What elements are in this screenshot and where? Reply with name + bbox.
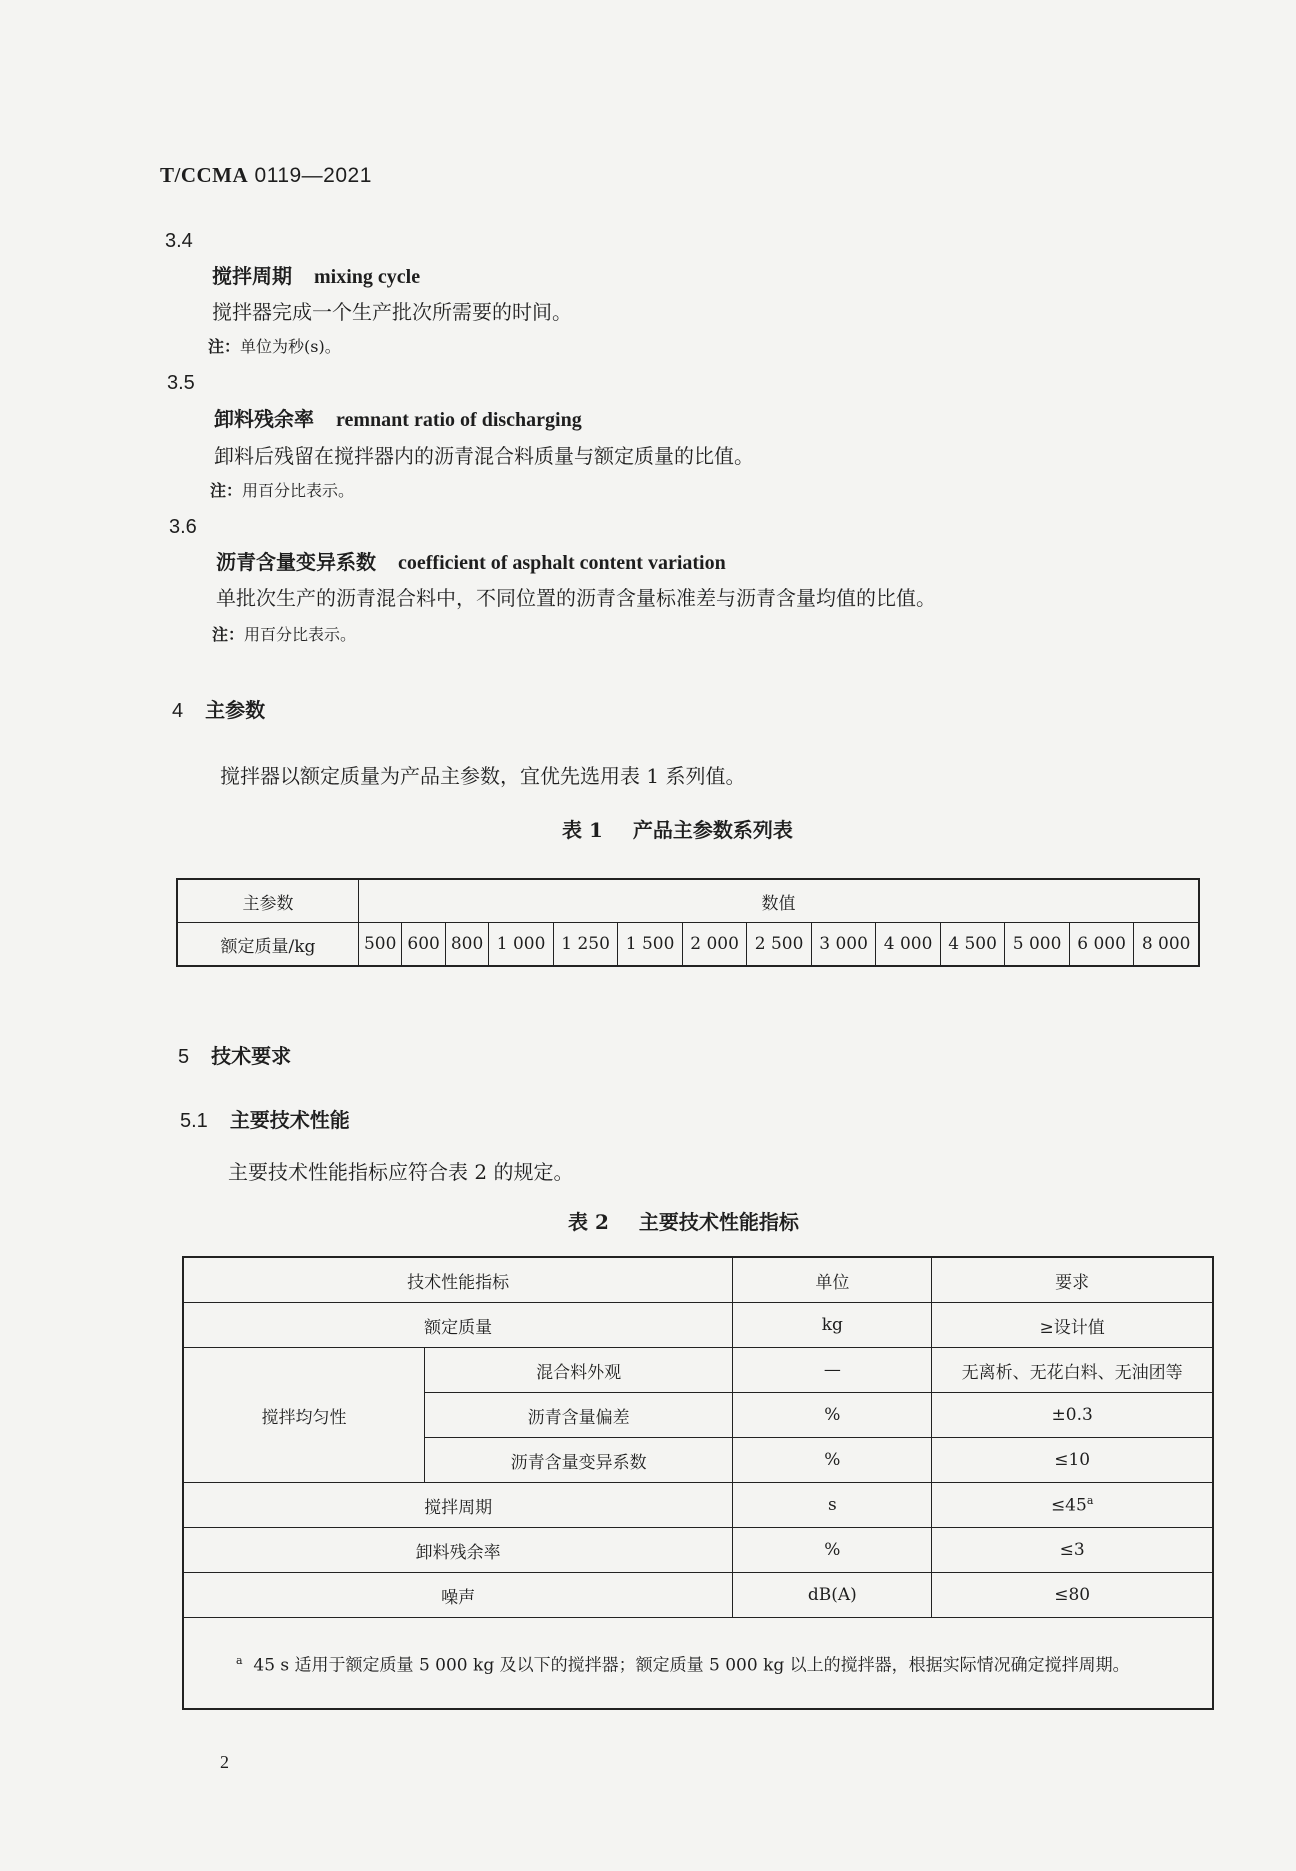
- table-cell: 8 000: [1134, 923, 1199, 967]
- section-title: 技术要求: [211, 1044, 292, 1068]
- unit-cell: %: [733, 1393, 932, 1438]
- term-number: 3.4: [165, 230, 193, 252]
- table-cell: 4 000: [876, 923, 941, 967]
- requirement-cell: 无离析、无花白料、无油团等: [932, 1348, 1213, 1393]
- table-cell: 3 000: [811, 923, 876, 967]
- unit-cell: %: [733, 1438, 932, 1483]
- page-number: 2: [220, 1752, 229, 1772]
- term-number: 3.5: [167, 372, 195, 394]
- subsection-number: 5.1: [180, 1110, 208, 1132]
- table-cell: 600: [402, 923, 445, 967]
- table-footnote: [183, 1618, 1213, 1710]
- parameter-table: [176, 878, 1200, 967]
- table-cell: 800: [445, 923, 488, 967]
- table-cell: 1 250: [553, 923, 618, 967]
- requirement-cell: ≥设计值: [932, 1303, 1213, 1348]
- row-label: 额定质量/kg: [177, 923, 359, 967]
- note-label: 注：: [208, 337, 241, 356]
- section-number: 4: [172, 700, 184, 722]
- term-zh: 卸料残余率: [214, 407, 314, 431]
- table-caption: [562, 814, 793, 843]
- table-row: [183, 1483, 1213, 1528]
- row-label: 沥青含量变异系数: [425, 1438, 733, 1483]
- term-en: mixing cycle: [314, 266, 421, 288]
- term-number: 3.6: [169, 516, 197, 538]
- term-title: [214, 403, 582, 432]
- table-caption-title: 产品主参数系列表: [632, 818, 793, 842]
- header-cell: 技术性能指标: [183, 1257, 733, 1303]
- footnote-text: 45 s 适用于额定质量 5 000 kg 及以下的搅拌器；额定质量 5 000 kg 以上的搅拌器，根据实际情况确定搅拌周期。: [253, 1655, 1130, 1676]
- note-text: 用百分比表示。: [242, 481, 355, 500]
- table-row: [183, 1573, 1213, 1618]
- unit-cell: %: [733, 1528, 932, 1573]
- requirement-cell: ≤3: [932, 1528, 1213, 1573]
- section-heading: [178, 1040, 291, 1069]
- table-cell: 2 500: [747, 923, 812, 967]
- table-cell: 500: [359, 923, 402, 967]
- row-label: 卸料残余率: [183, 1528, 733, 1573]
- section-paragraph: 搅拌器以额定质量为产品主参数，宜优先选用表 1 系列值。: [220, 764, 746, 788]
- term-definition: 搅拌器完成一个生产批次所需要的时间。: [212, 300, 572, 324]
- table-row: [177, 879, 1199, 923]
- header-cell: 单位: [733, 1257, 932, 1303]
- term-title: [212, 260, 420, 289]
- unit-cell: s: [733, 1483, 932, 1528]
- table-caption-number: 表 1: [562, 818, 603, 842]
- code-prefix: T/CCMA: [160, 163, 249, 187]
- term-note: [212, 622, 356, 645]
- row-label: 额定质量: [183, 1303, 733, 1348]
- term-definition: 卸料后残留在搅拌器内的沥青混合料质量与额定质量的比值。: [214, 444, 754, 468]
- table-caption-title: 主要技术性能指标: [638, 1210, 799, 1234]
- term-en: remnant ratio of discharging: [336, 409, 582, 431]
- note-text: 用百分比表示。: [244, 625, 357, 644]
- table-row: [183, 1303, 1213, 1348]
- table-row: [183, 1528, 1213, 1573]
- footnote-mark: a: [236, 1653, 243, 1667]
- performance-table: [182, 1256, 1214, 1710]
- subsection-title: 主要技术性能: [229, 1108, 350, 1132]
- section-title: 主参数: [205, 698, 266, 722]
- unit-cell: dB(A): [733, 1573, 932, 1618]
- term-definition: 单批次生产的沥青混合料中，不同位置的沥青含量标准差与沥青含量均值的比值。: [216, 586, 936, 610]
- header-cell: 主参数: [177, 879, 359, 923]
- row-label: 搅拌周期: [183, 1483, 733, 1528]
- term-en: coefficient of asphalt content variation: [398, 552, 726, 574]
- footnote-ref: a: [1086, 1494, 1094, 1508]
- section-paragraph: 主要技术性能指标应符合表 2 的规定。: [228, 1160, 574, 1184]
- term-note: [208, 334, 341, 357]
- unit-cell: kg: [733, 1303, 932, 1348]
- table-cell: 1 000: [489, 923, 554, 967]
- table-cell: 1 500: [618, 923, 683, 967]
- header-cell: 数值: [359, 879, 1200, 923]
- table-row: [183, 1348, 1213, 1393]
- term-zh: 搅拌周期: [212, 264, 292, 288]
- note-label: 注：: [210, 481, 243, 500]
- table-cell: 4 500: [940, 923, 1005, 967]
- header-cell: 要求: [932, 1257, 1213, 1303]
- group-label: 搅拌均匀性: [183, 1348, 425, 1483]
- document-code: [160, 163, 372, 188]
- row-label: 沥青含量偏差: [425, 1393, 733, 1438]
- table-cell: 2 000: [682, 923, 747, 967]
- table-row: [183, 1618, 1213, 1710]
- row-label: 噪声: [183, 1573, 733, 1618]
- requirement-cell: ±0.3: [932, 1393, 1213, 1438]
- table-row: [183, 1257, 1213, 1303]
- requirement-cell: ≤80: [932, 1573, 1213, 1618]
- subsection-heading: [180, 1104, 350, 1133]
- table-caption-number: 表 2: [568, 1210, 609, 1234]
- unit-cell: —: [733, 1348, 932, 1393]
- term-title: [216, 546, 726, 575]
- term-note: [210, 478, 354, 501]
- table-caption: [568, 1206, 799, 1235]
- table-cell: 6 000: [1069, 923, 1134, 967]
- row-label: 混合料外观: [425, 1348, 733, 1393]
- term-zh: 沥青含量变异系数: [216, 550, 376, 574]
- note-text: 单位为秒(s)。: [240, 337, 341, 356]
- requirement-cell: [932, 1483, 1213, 1528]
- requirement-value: ≤45: [1050, 1495, 1087, 1516]
- code-suffix: 0119—2021: [254, 164, 372, 187]
- note-label: 注：: [212, 625, 245, 644]
- section-number: 5: [178, 1046, 190, 1068]
- section-heading: [172, 694, 265, 723]
- requirement-cell: ≤10: [932, 1438, 1213, 1483]
- table-row: [177, 923, 1199, 967]
- table-cell: 5 000: [1005, 923, 1070, 967]
